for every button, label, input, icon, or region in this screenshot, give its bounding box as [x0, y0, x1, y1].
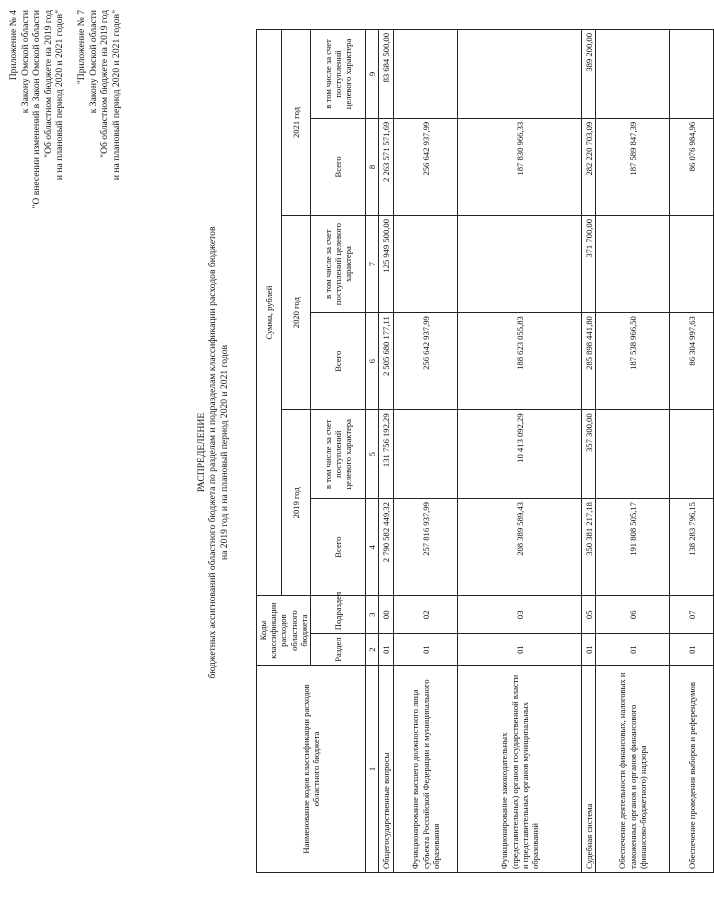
row-total-2020: 256 642 937,99 — [394, 313, 458, 410]
column-header-2020: 2020 год — [282, 216, 311, 410]
row-section: 01 — [458, 634, 582, 666]
document-title — [196, 0, 230, 905]
appendix-7-line: и на плановый период 2020 и 2021 годов" — [110, 10, 122, 181]
column-header-total-2019: Всего — [311, 499, 366, 596]
column-header-codes: Коды классификации расходов областного бюджета — [257, 596, 311, 666]
row-total-2020: 86 304 997,63 — [670, 313, 714, 410]
row-total-2020: 2 505 680 177,11 — [379, 313, 394, 410]
row-targeted-2020: 125 949 500,00 — [379, 216, 394, 313]
row-subsection: 00 — [379, 596, 394, 634]
column-index: 2 — [366, 634, 379, 666]
row-section: 01 — [670, 634, 714, 666]
budget-table — [256, 29, 714, 873]
column-index: 6 — [366, 313, 379, 410]
row-targeted-2021: 389 200,00 — [582, 30, 596, 119]
column-header-2019: 2019 год — [282, 410, 311, 596]
column-index: 1 — [366, 665, 379, 872]
row-name: Обеспечение проведения выборов и референдумов — [670, 665, 714, 872]
row-targeted-2021 — [458, 30, 582, 119]
table-row — [582, 30, 596, 873]
column-header-name: Наименование кодов классификации расходов областного бюджета — [257, 665, 366, 872]
row-subsection: 05 — [582, 596, 596, 634]
column-index: 9 — [366, 30, 379, 119]
header-row — [257, 30, 282, 873]
column-header-targeted-2020: в том числе за счет поступлений целевого характера — [311, 216, 366, 313]
column-header-2021: 2021 год — [282, 30, 311, 216]
row-subsection: 03 — [458, 596, 582, 634]
row-targeted-2021 — [394, 30, 458, 119]
appendix-4-header — [8, 10, 66, 770]
row-targeted-2021 — [596, 30, 670, 119]
column-header-subsection: Подраздел — [311, 596, 366, 634]
appendix-4-line: "О внесении изменений в Закон Омской области — [31, 10, 43, 209]
table-row — [670, 30, 714, 873]
row-section: 01 — [394, 634, 458, 666]
row-total-2019: 2 790 582 449,32 — [379, 499, 394, 596]
row-targeted-2019: 357 300,00 — [582, 410, 596, 499]
row-targeted-2020 — [596, 216, 670, 313]
column-header-targeted-2021: в том числе за счет поступлений целевого характера — [311, 30, 366, 119]
row-total-2019: 138 283 796,15 — [670, 499, 714, 596]
column-header-total-2020: Всего — [311, 313, 366, 410]
table-row — [394, 30, 458, 873]
row-section: 01 — [582, 634, 596, 666]
row-total-2021: 2 263 571 571,69 — [379, 118, 394, 215]
row-total-2021: 282 220 703,09 — [582, 118, 596, 215]
row-targeted-2020: 371 700,00 — [582, 216, 596, 313]
row-subsection: 06 — [596, 596, 670, 634]
column-index: 5 — [366, 410, 379, 499]
row-total-2020: 285 898 441,80 — [582, 313, 596, 410]
table-row — [458, 30, 582, 873]
appendix-4-line: Приложение № 4 — [8, 10, 19, 81]
table-row — [379, 30, 394, 873]
row-targeted-2019: 131 756 192,29 — [379, 410, 394, 499]
row-section: 01 — [596, 634, 670, 666]
appendix-7-line: "Об областном бюджете на 2019 год — [99, 10, 111, 158]
appendix-4-line: и на плановый период 2020 и 2021 годов" — [54, 10, 66, 181]
row-total-2019: 257 816 937,99 — [394, 499, 458, 596]
row-section: 01 — [379, 634, 394, 666]
title-line: на 2019 год и на плановый период 2020 и 2021 годов — [218, 344, 230, 561]
row-targeted-2019 — [670, 410, 714, 499]
column-header-targeted-2019: в том числе за счет поступлений целевого характера — [311, 410, 366, 499]
column-header-total-2021: Всего — [311, 118, 366, 215]
row-total-2021: 187 589 847,39 — [596, 118, 670, 215]
title-line: бюджетных ассигнований областного бюджета по разделам и подразделам классификации расходов бюджетов — [207, 226, 219, 679]
row-total-2019: 350 381 217,18 — [582, 499, 596, 596]
row-total-2020: 187 538 966,50 — [596, 313, 670, 410]
row-targeted-2021 — [670, 30, 714, 119]
row-name: Судебная система — [582, 665, 596, 872]
appendix-7-line: к Закону Омской области — [87, 10, 99, 114]
appendix-4-line: к Закону Омской области — [19, 10, 31, 114]
appendix-7-line: "Приложение № 7 — [76, 10, 87, 85]
row-targeted-2019 — [596, 410, 670, 499]
row-subsection: 02 — [394, 596, 458, 634]
row-total-2021: 256 642 937,99 — [394, 118, 458, 215]
title-heading: РАСПРЕДЕЛЕНИЕ — [196, 412, 207, 493]
row-name: Функционирование высшего должностного лица субъекта Российской Федерации и муниципального образования — [394, 665, 458, 872]
row-name: Функционирование законодательных (представительных) органов государственной власти и представительных органов муниципальных образований — [458, 665, 582, 872]
row-subsection: 07 — [670, 596, 714, 634]
column-index: 7 — [366, 216, 379, 313]
row-total-2021: 86 076 984,96 — [670, 118, 714, 215]
row-total-2021: 187 830 966,33 — [458, 118, 582, 215]
row-targeted-2020 — [394, 216, 458, 313]
row-targeted-2020 — [458, 216, 582, 313]
row-targeted-2019: 10 413 092,29 — [458, 410, 582, 499]
column-header-section: Раздел — [311, 634, 366, 666]
column-index: 3 — [366, 596, 379, 634]
table-row — [596, 30, 670, 873]
appendix-7-header — [76, 10, 122, 770]
row-targeted-2019 — [394, 410, 458, 499]
row-total-2019: 191 808 505,17 — [596, 499, 670, 596]
row-targeted-2020 — [670, 216, 714, 313]
row-total-2019: 208 389 589,43 — [458, 499, 582, 596]
column-index: 4 — [366, 499, 379, 596]
column-index-row — [366, 30, 379, 873]
row-targeted-2021: 83 684 500,00 — [379, 30, 394, 119]
row-total-2020: 188 623 055,83 — [458, 313, 582, 410]
row-name: Общегосударственные вопросы — [379, 665, 394, 872]
appendix-4-line: "Об областном бюджете на 2019 год — [42, 10, 54, 158]
row-name: Обеспечение деятельности финансовых, налоговых и таможенных органов и органов финансового (финансово-бюджетного) надзора — [596, 665, 670, 872]
column-index: 8 — [366, 118, 379, 215]
column-header-sum: Сумма, рублей — [257, 30, 282, 596]
